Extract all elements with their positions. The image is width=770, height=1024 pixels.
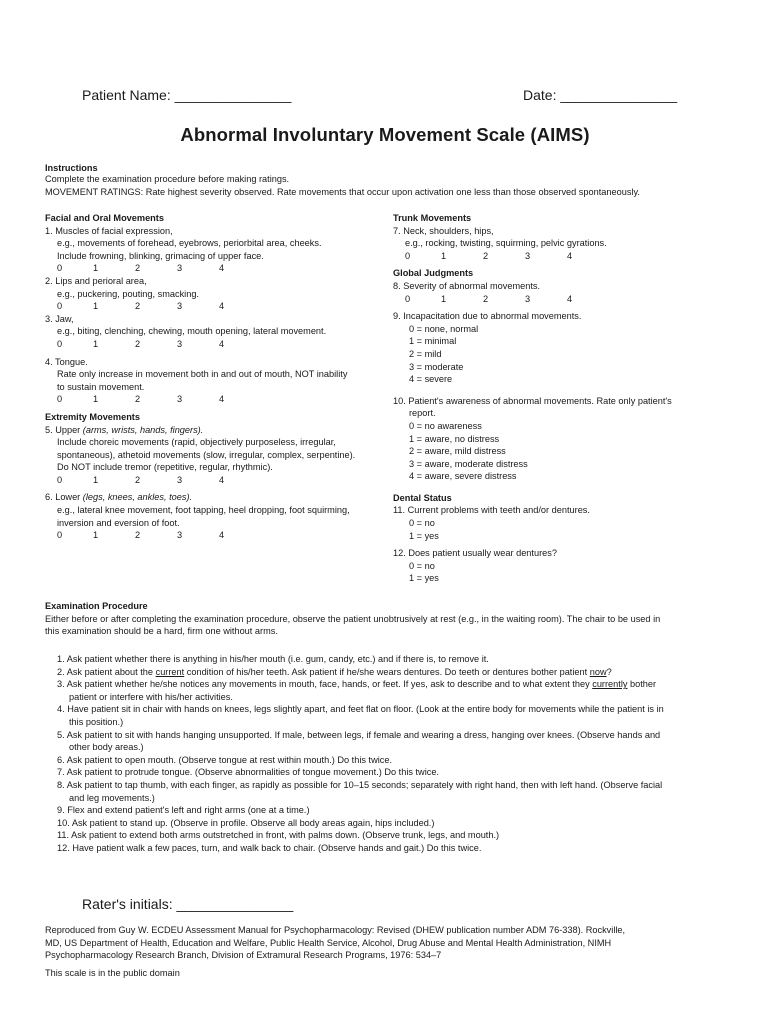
score-2[interactable]: 2	[135, 263, 141, 274]
score-0[interactable]: 0	[405, 293, 411, 304]
item-4-scale[interactable]	[45, 393, 390, 406]
dental-heading: Dental Status	[393, 492, 452, 503]
step-8: 8. Ask patient to tap thumb, with each finger, as rapidly as possible for 10–15 seconds; separately with right hand, then with left hand. (Observe facial	[57, 779, 663, 790]
item-10-option-1[interactable]: 1 = aware, no distress	[409, 433, 500, 444]
item-1-scale[interactable]	[45, 262, 390, 275]
item-4-desc-2: to sustain movement.	[57, 381, 145, 392]
item-11-option-1[interactable]: 1 = yes	[409, 530, 439, 541]
right-column	[393, 212, 723, 585]
item-10-option-0[interactable]: 0 = no awareness	[409, 420, 482, 431]
score-2[interactable]: 2	[483, 293, 489, 304]
step-9: 9. Flex and extend patient's left and right arms (one at a time.)	[57, 805, 310, 816]
item-6-desc: e.g., lateral knee movement, foot tapping, heel dropping, foot squirming,	[57, 505, 350, 516]
item-11	[393, 504, 723, 542]
step-5: 5. Ask patient to sit with hands hanging unsupported. If male, between legs, if female and wearing a dress, hanging over knees. (Observe hands and	[57, 729, 661, 740]
item-11-title: 11. Current problems with teeth and/or dentures.	[393, 505, 590, 516]
score-0[interactable]: 0	[57, 301, 63, 312]
instructions-line-2: MOVEMENT RATINGS: Rate highest severity observed. Rate movements that occur upon activation one less than those observed spontaneously.	[45, 186, 640, 197]
item-5-title: 5. Upper (arms, wrists, hands, fingers).	[45, 424, 204, 435]
score-0[interactable]: 0	[57, 338, 63, 349]
score-2[interactable]: 2	[135, 394, 141, 405]
exam-intro-2: this examination should be a hard, firm one without arms.	[45, 626, 278, 637]
item-1	[45, 225, 390, 275]
citation-line-3: Psychopharmacology Research Branch, Division of Extramural Research Programs, 1976: 534–7	[45, 950, 442, 961]
item-4	[45, 356, 390, 406]
step-3: 3. Ask patient whether he/she notices any movements in mouth, face, hands, or feet. If yes, ask to describe and to what extent they currently bother	[57, 679, 657, 690]
score-1[interactable]: 1	[93, 338, 99, 349]
step-4-cont: this position.)	[69, 716, 124, 727]
facial-heading: Facial and Oral Movements	[45, 213, 164, 223]
public-domain-note: This scale is in the public domain	[45, 968, 180, 978]
item-2-title: 2. Lips and perioral area,	[45, 275, 147, 286]
score-2[interactable]: 2	[483, 250, 489, 261]
item-12-title: 12. Does patient usually wear dentures?	[393, 548, 557, 559]
item-5-desc: Include choreic movements (rapid, objectively purposeless, irregular,	[57, 437, 336, 448]
item-3-title: 3. Jaw,	[45, 313, 74, 324]
item-9-title: 9. Incapacitation due to abnormal movements.	[393, 311, 582, 322]
patient-name-field[interactable]: Patient Name: _______________	[82, 87, 292, 103]
item-4-desc: Rate only increase in movement both in and out of mouth, NOT inability	[57, 369, 348, 380]
item-3	[45, 313, 390, 351]
step-2: 2. Ask patient about the current condition of his/her teeth. Ask patient if he/she wears dentures. Do teeth or dentures bother patient now?	[57, 666, 612, 677]
score-3[interactable]: 3	[177, 474, 183, 485]
item-6-title: 6. Lower (legs, knees, ankles, toes).	[45, 492, 193, 503]
step-1: 1. Ask patient whether there is anything in his/her mouth (i.e. gum, candy, etc.) and if there is, to remove it.	[57, 654, 489, 664]
extremity-heading: Extremity Movements	[45, 411, 140, 422]
score-3[interactable]: 3	[525, 293, 531, 304]
instructions-line-1: Complete the examination procedure before making ratings.	[45, 174, 290, 184]
step-8-cont: and leg movements.)	[69, 792, 155, 803]
item-12-option-1[interactable]: 1 = yes	[409, 573, 439, 584]
score-0[interactable]: 0	[57, 474, 63, 485]
score-3[interactable]: 3	[177, 338, 183, 349]
score-2[interactable]: 2	[135, 474, 141, 485]
instructions-heading: Instructions	[45, 163, 98, 173]
item-9-option-4[interactable]: 4 = severe	[409, 374, 453, 385]
score-3[interactable]: 3	[177, 263, 183, 274]
score-4[interactable]: 4	[567, 293, 573, 304]
item-12-option-0[interactable]: 0 = no	[409, 560, 435, 571]
item-7-title: 7. Neck, shoulders, hips,	[393, 225, 494, 236]
score-3[interactable]: 3	[525, 250, 531, 261]
exam-intro-1: Either before or after completing the examination procedure, observe the patient unobtrusively at rest (e.g., in the waiting room). The chair to be used in	[45, 613, 661, 624]
item-10-title-2: report.	[409, 408, 436, 419]
step-10: 10. Ask patient to stand up. (Observe in profile. Observe all body areas again, hips included.)	[57, 817, 435, 828]
score-4[interactable]: 4	[567, 250, 573, 261]
step-5-cont: other body areas.)	[69, 742, 144, 753]
score-2[interactable]: 2	[135, 338, 141, 349]
raters-initials-field[interactable]: Rater's initials: _______________	[82, 896, 294, 912]
step-7: 7. Ask patient to protrude tongue. (Observe abnormalities of tongue movement.) Do this twice.	[57, 767, 439, 778]
score-1[interactable]: 1	[93, 394, 99, 405]
score-4[interactable]: 4	[219, 338, 225, 349]
item-9-option-1[interactable]: 1 = minimal	[409, 336, 457, 347]
item-5-scale[interactable]	[45, 474, 390, 487]
item-3-desc: e.g., biting, clenching, chewing, mouth opening, lateral movement.	[57, 326, 327, 337]
item-5-desc-3: Do NOT include tremor (repetitive, regular, rhythmic).	[57, 462, 273, 473]
item-9-option-2[interactable]: 2 = mild	[409, 348, 442, 359]
item-4-title: 4. Tongue.	[45, 356, 88, 367]
exam-procedure-section	[45, 600, 725, 638]
exam-heading: Examination Procedure	[45, 601, 148, 611]
item-6-desc-2: inversion and eversion of foot.	[57, 517, 180, 528]
left-column	[45, 212, 390, 542]
trunk-heading: Trunk Movements	[393, 213, 472, 223]
item-10-title: 10. Patient's awareness of abnormal movements. Rate only patient's	[393, 395, 672, 406]
instructions-section	[45, 163, 735, 198]
step-3-cont: patient or interfere with his/her activities.	[69, 691, 233, 702]
step-4: 4. Have patient sit in chair with hands on knees, legs slightly apart, and feet flat on floor. (Look at the entire body for movements while the patient is in	[57, 704, 664, 715]
exam-steps-list	[57, 653, 727, 855]
global-heading: Global Judgments	[393, 268, 474, 279]
item-1-desc: e.g., movements of forehead, eyebrows, periorbital area, cheeks.	[57, 238, 322, 249]
score-0[interactable]: 0	[57, 530, 63, 541]
page-title: Abnormal Involuntary Movement Scale (AIMS)	[180, 124, 590, 145]
item-9-option-3[interactable]: 3 = moderate	[409, 361, 464, 372]
score-4[interactable]: 4	[219, 263, 225, 274]
score-2[interactable]: 2	[135, 530, 141, 541]
item-1-desc-2: Include frowning, blinking, grimacing of upper face.	[57, 250, 264, 261]
item-10-option-2[interactable]: 2 = aware, mild distress	[409, 446, 506, 457]
score-4[interactable]: 4	[219, 394, 225, 405]
item-6-scale[interactable]	[45, 529, 390, 542]
score-0[interactable]: 0	[405, 250, 411, 261]
item-7-desc: e.g., rocking, twisting, squirming, pelvic gyrations.	[405, 238, 607, 249]
item-8-title: 8. Severity of abnormal movements.	[393, 280, 541, 291]
item-11-option-0[interactable]: 0 = no	[409, 518, 435, 529]
score-1[interactable]: 1	[441, 250, 447, 261]
citation-line-2: MD, US Department of Health, Education and Welfare, Public Health Service, Alcohol, Drug Abuse and Mental Health Administration, NIMH	[45, 937, 612, 948]
score-3[interactable]: 3	[177, 394, 183, 405]
item-8	[393, 280, 723, 305]
item-12	[393, 547, 723, 585]
step-12: 12. Have patient walk a few paces, turn, and walk back to chair. (Observe hands and gait.) Do this twice.	[57, 842, 482, 853]
step-6: 6. Ask patient to open mouth. (Observe tongue at rest within mouth.) Do this twice.	[57, 754, 393, 765]
score-2[interactable]: 2	[135, 301, 141, 312]
item-7	[393, 225, 723, 263]
item-5-desc-2: spontaneous), athetoid movements (slow, irregular, complex, serpentine).	[57, 449, 356, 460]
item-5	[45, 424, 390, 487]
score-3[interactable]: 3	[177, 301, 183, 312]
date-field[interactable]: Date: _______________	[523, 87, 678, 103]
score-1[interactable]: 1	[441, 293, 447, 304]
score-4[interactable]: 4	[219, 474, 225, 485]
item-1-title: 1. Muscles of facial expression,	[45, 225, 173, 236]
item-10-option-3[interactable]: 3 = aware, moderate distress	[409, 458, 528, 469]
score-1[interactable]: 1	[93, 474, 99, 485]
score-1[interactable]: 1	[93, 301, 99, 312]
item-2	[45, 275, 390, 313]
score-4[interactable]: 4	[219, 530, 225, 541]
score-4[interactable]: 4	[219, 301, 225, 312]
item-6	[45, 491, 390, 541]
item-9	[393, 310, 723, 386]
item-9-option-0[interactable]: 0 = none, normal	[409, 323, 479, 334]
item-10-option-4[interactable]: 4 = aware, severe distress	[409, 471, 517, 482]
item-7-scale[interactable]	[393, 250, 723, 263]
item-2-desc: e.g., puckering, pouting, smacking.	[57, 288, 199, 299]
score-3[interactable]: 3	[177, 530, 183, 541]
score-1[interactable]: 1	[93, 263, 99, 274]
item-10	[393, 395, 723, 483]
step-11: 11. Ask patient to extend both arms outstretched in front, with palms down. (Observe trunk, legs, and mouth.)	[57, 830, 500, 841]
citation	[45, 924, 725, 962]
score-0[interactable]: 0	[57, 263, 63, 274]
item-3-scale[interactable]	[45, 338, 390, 351]
citation-line-1: Reproduced from Guy W. ECDEU Assessment Manual for Psychopharmacology: Revised (DHEW publication number ADM 76-338). Rockville,	[45, 925, 626, 935]
score-1[interactable]: 1	[93, 530, 99, 541]
item-8-scale[interactable]	[393, 293, 723, 306]
score-0[interactable]: 0	[57, 394, 63, 405]
item-2-scale[interactable]	[45, 300, 390, 313]
